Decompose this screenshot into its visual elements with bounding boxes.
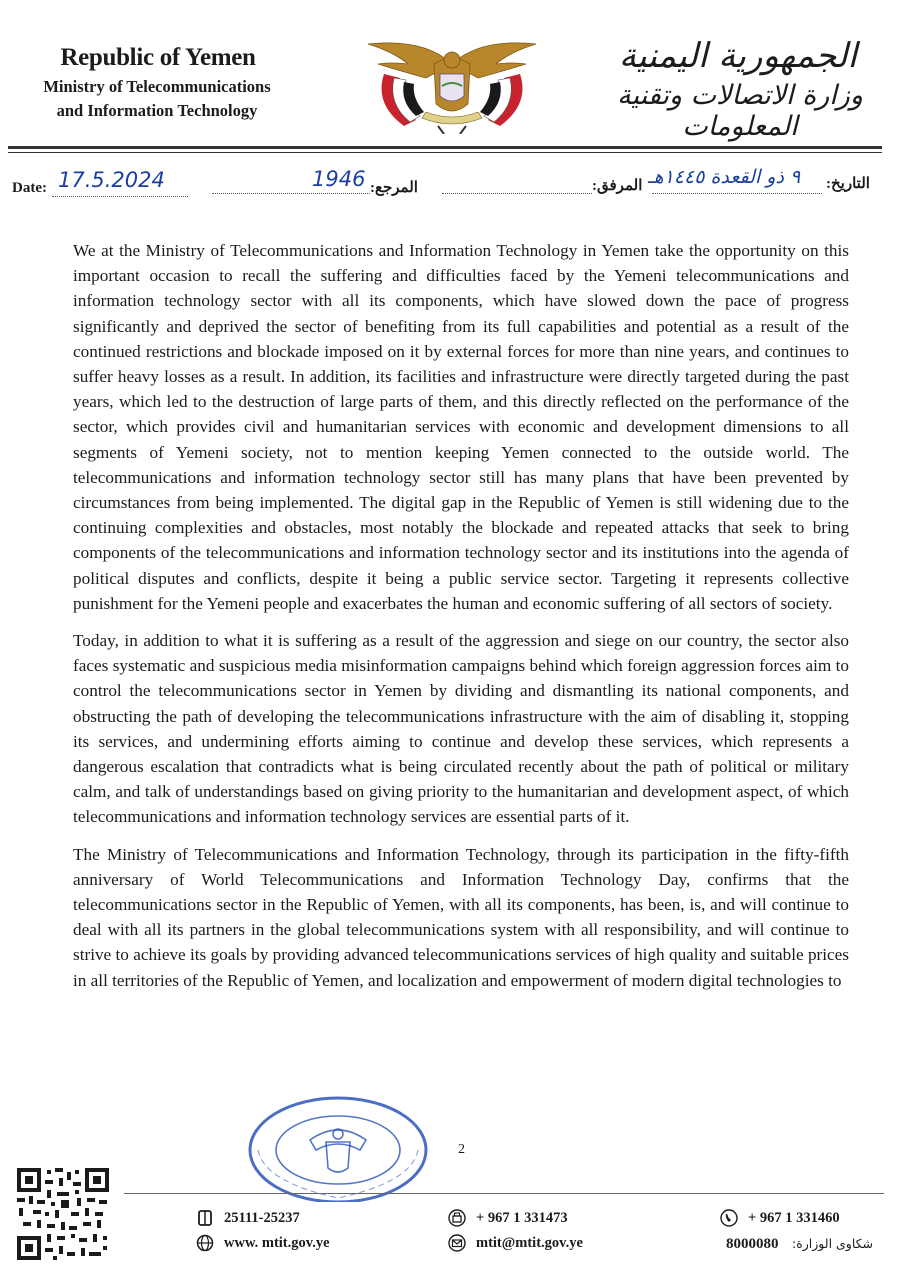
- date-value: 17.5.2024: [58, 168, 165, 192]
- header-ar-ministry: وزارة الاتصالات وتقنية المعلومات: [617, 80, 863, 142]
- email-icon: [448, 1234, 466, 1252]
- globe-icon: [196, 1234, 214, 1252]
- hijri-date-label: التاريخ:: [826, 176, 870, 192]
- ref-label: المرجع:: [370, 180, 418, 196]
- qr-code[interactable]: [17, 1168, 109, 1260]
- phone-icon: [720, 1209, 738, 1227]
- phone-number: + 967 1 331460: [748, 1209, 840, 1226]
- email-address[interactable]: mtit@mtit.gov.ye: [476, 1234, 583, 1251]
- body-paragraph-3: The Ministry of Telecommunications and Information Technology, through its participation in the fifty-fifth anniversary of World Telecommunications and Information Technology Day, confirms that the telecommunications sector in the Republic of Yemen, with all its components, has been, is, and will continue to deal with all its partners in the global telecommunications system with all responsibility, and will continue to strive to achieve its goals by providing advanced telecommunications services of high quality and suitable prices in all territories of the Republic of Yemen, and localization and empowerment of modern digital technologies to: [73, 844, 849, 990]
- po-box-value: 25111-25237: [224, 1209, 300, 1226]
- attach-label: المرفق:: [592, 178, 643, 194]
- footer-fax: [448, 1209, 568, 1227]
- header-en-ministry-line2: and Information Technology: [56, 101, 258, 120]
- complaints-label: شكاوى الوزارة:: [792, 1236, 874, 1251]
- footer-po-box: [196, 1209, 300, 1227]
- date-dotted-line: [52, 196, 188, 197]
- website-link[interactable]: www. mtit.gov.ye: [224, 1234, 330, 1251]
- footer-phone: [720, 1209, 840, 1227]
- body-paragraph-2: Today, in addition to what it is suffering as a result of the aggression and siege on our country, the sector also faces systematic and suspicious media misinformation campaigns behind which foreign aggression forces aim to control the telecommunications sector in Yemen by dividing and dismantling its national components, and obstructing the path of developing the telecommunications infrastructure with the aim of disabling it, stopping its services, and undermining efforts aiming to continue and develop these services, which represents a dangerous escalation that contradicts what is being circulated recently about the path of political or military calm, and talk of understandings based on giving priority to the humanitarian and development aspect, of which telecommunications and information technology services are essential parts of it.: [73, 631, 849, 827]
- footer-rule: [124, 1193, 884, 1194]
- body-paragraph-1: We at the Ministry of Telecommunications and Information Technology in Yemen take the opportunity on this important occasion to recall the suffering and difficulties faced by the Yemeni telecommunications and information technology sector with all its components, which have slowed down the pace of progress significantly and deprived the sector of benefiting from its full capabilities and potential as a result of the continued restrictions and blockade imposed on it by external forces for more than nine years, and continues to suffer heavy losses as a result. In addition, its facilities and infrastructure were directly targeted during the past years, which led to the destruction of large parts of them, and this directly reflected on the performance of the sector, which provides civil and humanitarian services with economic and development dimensions to all segments of Yemeni society, not to mention keeping Yemen connected to the outside world. The telecommunications and information technology sector still has many plans that have been prevented by circumstances from being implemented. The digital gap in the Republic of Yemen is still widening due to the continuing complexities and obstacles, most notably the blockade and repeated attacks that seek to bring components of the telecommunications and information technology sector and its institutions into the agenda of political disputes and conflicts, despite it being a public service sector. Targeting it represents collective punishment for the Yemeni people and exacerbates the human and economic suffering of all sectors of society.: [73, 241, 849, 613]
- header-en-ministry-line1: Ministry of Telecommunications: [43, 77, 271, 96]
- ref-value: 1946: [312, 167, 366, 191]
- hijri-date-value: ٩ ذو القعدة ١٤٤٥هـ: [648, 166, 801, 188]
- page-number: 2: [458, 1142, 465, 1157]
- complaints-number: 8000080: [726, 1236, 779, 1252]
- header-ar-title: الجمهورية اليمنية: [618, 36, 858, 76]
- date-label: Date:: [12, 180, 47, 196]
- fax-icon: [448, 1209, 466, 1227]
- letter-body: [73, 238, 849, 1005]
- hijri-dotted-line: [652, 193, 822, 194]
- footer-website[interactable]: [196, 1234, 330, 1252]
- ministry-stamp: [244, 1090, 432, 1202]
- ref-dotted-line: [212, 193, 370, 194]
- po-box-icon: [196, 1209, 214, 1227]
- header-rule-thick: [8, 146, 882, 149]
- eagle-emblem-icon: [364, 34, 540, 134]
- footer-email[interactable]: [448, 1234, 583, 1252]
- fax-number: + 967 1 331473: [476, 1209, 568, 1226]
- attach-dotted-line: [442, 193, 592, 194]
- header-rule-thin: [8, 152, 882, 153]
- header-en-title: Republic of Yemen: [60, 44, 256, 71]
